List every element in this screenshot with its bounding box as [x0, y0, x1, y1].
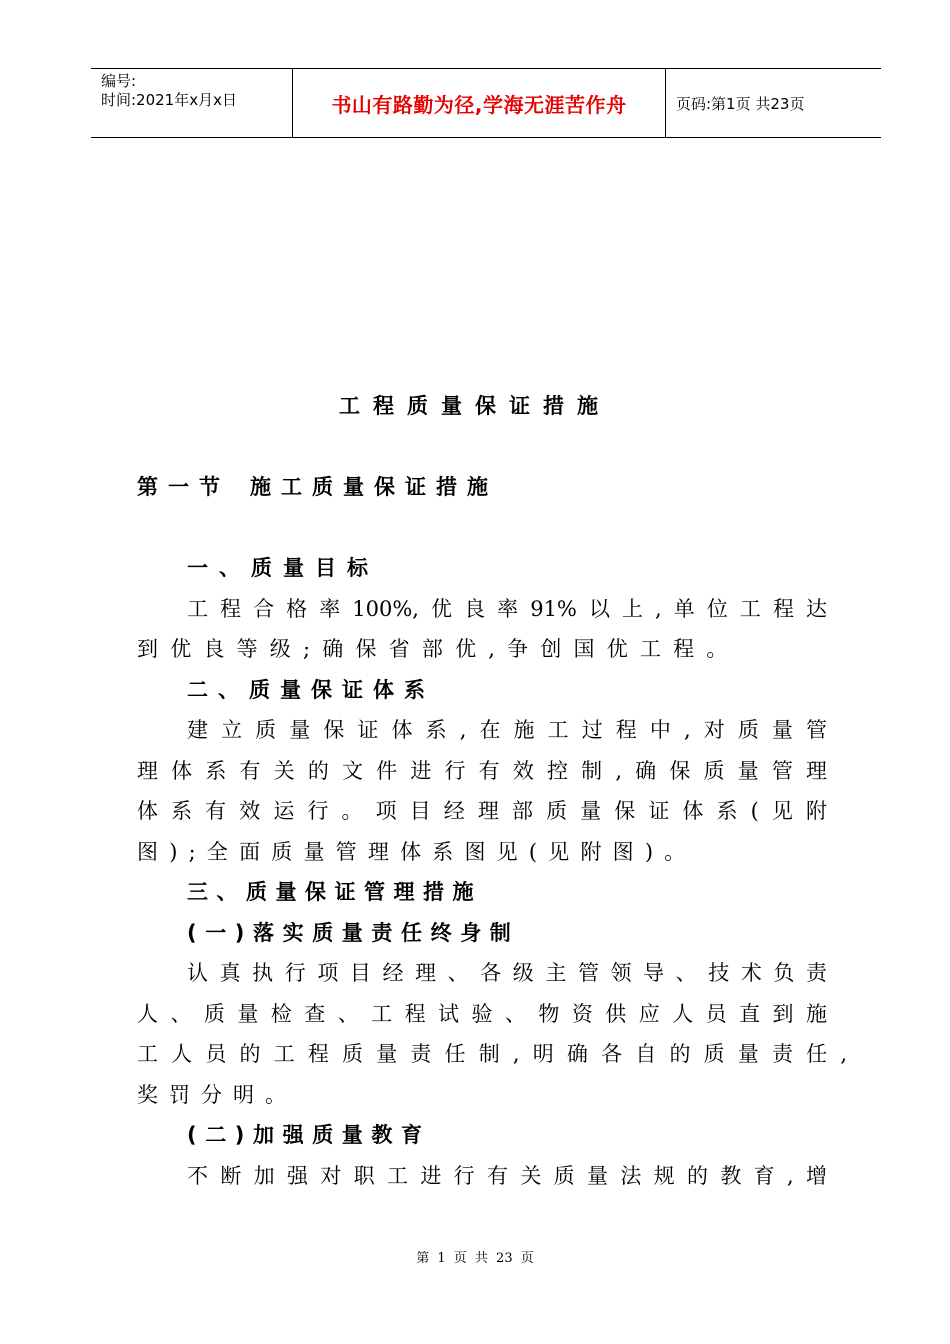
header-table [91, 68, 881, 138]
paragraph-line: 理体系有关的文件进行有效控制,确保质量管理 [137, 759, 827, 783]
section-number: 第一节 [137, 475, 230, 499]
subheading-education: (二)加强质量教育 [187, 1123, 431, 1147]
page-info: 页码:第1页 共23页 [676, 94, 805, 113]
motto-text: 书山有路勤为径,学海无涯苦作舟 [331, 92, 627, 117]
paragraph-line: 人、质量检查、工程试验、物资供应人员直到施 [137, 1002, 827, 1026]
number-label: 编号: [101, 72, 137, 90]
paragraph-line: 不断加强对职工进行有关质量法规的教育,增 [187, 1164, 827, 1188]
paragraph-line: 认真执行项目经理、各级主管领导、技术负责 [187, 961, 827, 985]
header-motto-cell [293, 69, 666, 137]
paragraph-line: 建立质量保证体系,在施工过程中,对质量管 [187, 718, 827, 742]
heading-quality-target: 一、质量目标 [187, 556, 379, 580]
header-page-cell [666, 69, 881, 137]
heading-quality-measures: 三、质量保证管理措施 [187, 880, 482, 904]
header-meta-cell [91, 69, 293, 137]
paragraph-line: 奖罚分明。 [137, 1083, 297, 1107]
time-label: 时间:2021年x月x日 [101, 91, 237, 109]
subheading-responsibility: (一)落实质量责任终身制 [187, 921, 520, 945]
document-title: 工程质量保证措施 [339, 394, 611, 418]
section-title: 施工质量保证措施 [250, 475, 498, 499]
paragraph-line: 工程合格率100%,优良率91%以上,单位工程达 [187, 597, 827, 621]
paragraph-line: 图);全面质量管理体系图见(见附图)。 [137, 840, 697, 864]
section-heading [137, 474, 498, 500]
paragraph-line: 体系有效运行。项目经理部质量保证体系(见附 [137, 799, 827, 823]
page-footer: 第 1 页 共 23 页 [416, 1251, 534, 1266]
heading-quality-system: 二、质量保证体系 [187, 678, 435, 702]
paragraph-line: 到优良等级;确保省部优,争创国优工程。 [137, 637, 740, 661]
paragraph-line: 工人员的工程质量责任制,明确各自的质量责任, [137, 1042, 847, 1066]
